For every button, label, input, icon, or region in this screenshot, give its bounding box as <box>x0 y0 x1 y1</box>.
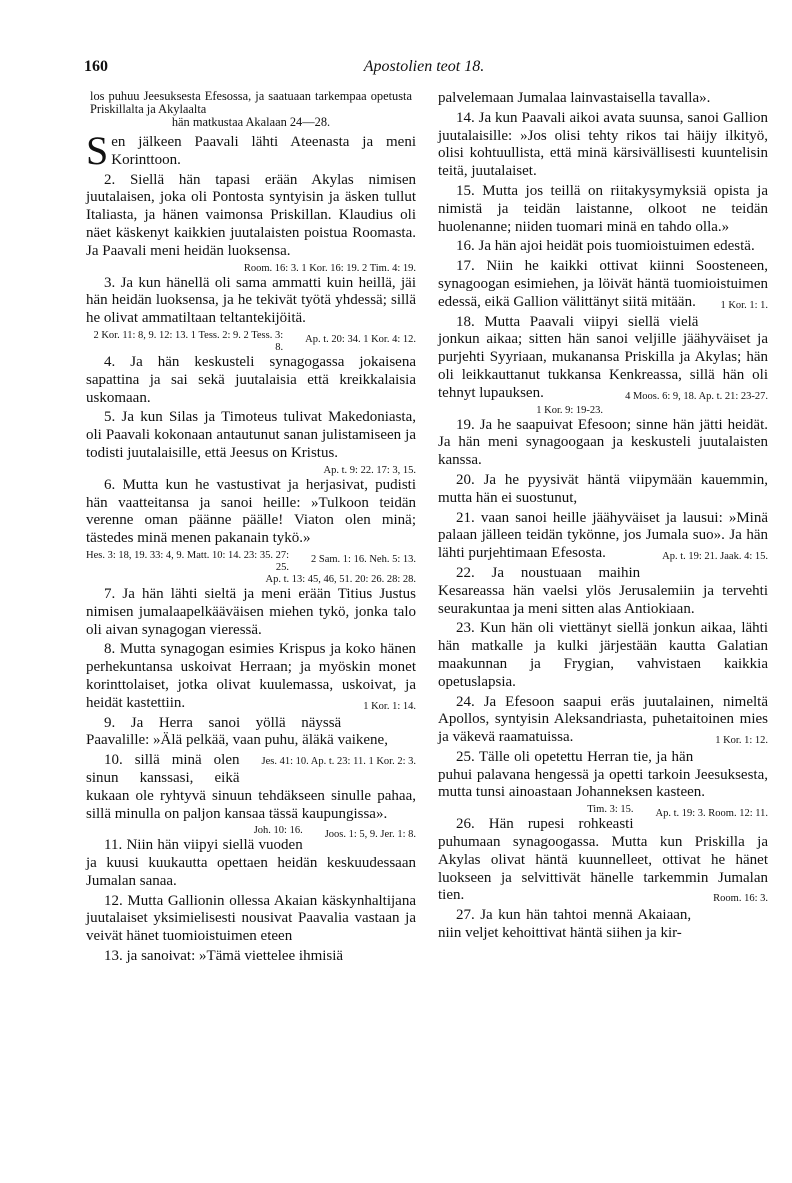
verse-text: 19. Ja he saapuivat Efesoon; sinne hän jätti heidät. Ja hän meni synagoogaan ja keskusteli juutalaisten kanssa. <box>438 416 768 469</box>
verse-text: 21. vaan sanoi heille jäähyväiset ja lausui: »Minä palaan jälleen teidän tykönne, jos Jumala suo». Ja hän lähti purjehtimaan Efesosta. <box>438 509 768 562</box>
cross-reference: Room. 16: 3. <box>713 893 768 905</box>
cross-reference: 1 Kor. 9: 19-23. <box>536 404 604 416</box>
verse-7 <box>86 586 416 639</box>
verse-text: en jälkeen Paavali lähti Ateenasta ja meni Korinttoon. <box>111 134 416 168</box>
cross-reference: Ap. t. 20: 34. 1 Kor. 4: 12. <box>305 333 416 345</box>
verse-text: 11. Niin hän viipyi siellä vuoden ja kuusi kuukautta opettaen heidän keskuudessaan Jumalan sanaa. <box>86 837 416 889</box>
summary-line: los puhuu Jeesuksesta Efesossa, ja saatuaan <box>90 89 311 103</box>
verse-text: 6. Mutta kun he vastustivat ja herjasivat, pudisti hän vaatteitansa ja sanoi heille: »Tulkoon teidän verenne oman päänne päälle! Viaton olen minä; tästedes minä menen pakanain tykö.» <box>86 476 416 547</box>
drop-cap: S <box>86 128 109 173</box>
verse-21 <box>438 510 768 563</box>
verse-text: 22. Ja noustuaan maihin Kesareassa hän vaelsi ylös Jerusalemiin ja tervehti seurakuntaa ja meni sitten alas Antiokiaan. <box>438 564 768 617</box>
verse-text: 17. Niin he kaikki ottivat kiinni Soosteneen, synagoogan esimiehen, ja löivät häntä tuomioistuimen edessä, eikä Gallion välittänyt siitä mitään. <box>438 258 768 310</box>
verse-11 <box>86 837 416 890</box>
cross-reference: 4 Moos. 6: 9, 18. Ap. t. 21: 23-27. <box>625 390 768 402</box>
verse-text: 5. Ja kun Silas ja Timoteus tulivat Makedoniasta, oli Paavali kokonaan antautunut sanan julistamiseen ja todisti juutalaisille, että Jeesus on Kristus. <box>86 409 416 461</box>
verse-15 <box>438 183 768 236</box>
verse-text: 26. Hän rupesi rohkeasti puhumaan synagoogassa. Mutta kun Priskilla ja Akylas olivat häntä kuunnelleet, ottivat he hänet luokseen ja selvittivät hänelle tarkemmin Jumalan tien. <box>438 816 768 904</box>
running-title: Apostolien teot 18. <box>363 58 485 75</box>
verse-text: 8. Mutta synagogan esimies Krispus ja koko hänen perhekuntansa uskoivat Herraan; ja myöskin monet korinttolaiset, jotka olivat kuulemassa, uskoivat, ja heidät kastettiin. <box>86 641 416 711</box>
verse-text: 7. Ja hän lähti sieltä ja meni erään Titius Justus nimisen jumalaapelkääväisen miehen tykö, jonka talo oli aivan synagogan vieressä. <box>86 585 416 638</box>
verse-text: 13. ja sanoivat: »Tämä viettelee ihmisiä <box>104 948 344 965</box>
verse-text: 16. Ja hän ajoi heidät pois tuomioistuimen edestä. <box>456 238 755 255</box>
verse-text: 15. Mutta jos teillä on riitakysymyksiä opista ja nimistä ja teidän laistanne, olkoot ne teidän huolenanne; niiden tuomari minä en tahdo olla.» <box>438 182 768 235</box>
verse-8 <box>86 641 416 712</box>
verse-2 <box>86 172 416 261</box>
verse-20 <box>438 472 768 508</box>
cross-reference: Ap. t. 9: 22. 17: 3, 15. <box>323 464 416 476</box>
verse-27 <box>438 907 768 943</box>
cross-reference: Ap. t. 19: 21. Jaak. 4: 15. <box>662 551 768 563</box>
verse-text: 10. sillä minä olen sinun kanssasi, eikä kukaan ole ryhtyvä sinuun tehdäkseen sinulle pahaa, sillä minulla on paljon kansaa tässä kaupungissa». <box>86 752 416 822</box>
verse-text: 9. Ja Herra sanoi yöllä näyssä Paavalille: »Älä pelkää, vaan puhu, äläkä vaikene, <box>86 714 388 749</box>
page-number: 160 <box>84 58 108 75</box>
verse-14 <box>438 110 768 181</box>
verse-text: 18. Mutta Paavali viipyi siellä vielä jonkun aikaa; sitten hän sanoi veljille jäähyväiset ja purjehti Syyriaan, mukanansa Priskilla ja Akylas; hän oli leikkauttanut tukkansa Kenkreassa, sillä hän oli tehnyt lupauksen. <box>438 313 768 401</box>
verse-17 <box>438 258 768 311</box>
verse-16 <box>438 238 768 256</box>
verse-text: 27. Ja kun hän tahtoi mennä Akaiaan, niin veljet kehoittivat häntä siihen ja kir- <box>438 907 692 942</box>
verse-text: 12. Mutta Gallionin ollessa Akaian käskynhaltijana juutalaiset yksimielisesti nousivat Paavalia vastaan ja veivät hänet tuomioistuimen eteen <box>86 892 416 945</box>
cross-reference: Ap. t. 13: 45, 46, 51. 20: 26. 28: 28. <box>265 573 416 585</box>
verse-text: 4. Ja hän keskusteli synagogassa jokaisena sapattina ja sai sekä juutalaisia että kreikkalaisia uskomaan. <box>86 353 416 406</box>
verse-18 <box>438 314 768 403</box>
cross-reference: 1 Kor. 1: 12. <box>715 735 768 747</box>
verse-text: 20. Ja he pyysivät häntä viipymään kauemmin, mutta hän ei suostunut, <box>438 471 768 506</box>
verse-22 <box>438 565 768 618</box>
verse-text: 24. Ja Efesoon saapui eräs juutalainen, nimeltä Apollos, syntyisin Aleksandriasta, puhetaitoinen mies ja väkevä raamatuissa. <box>438 693 768 746</box>
verse-23 <box>438 620 768 691</box>
cross-reference: Tim. 3: 15. <box>587 804 634 816</box>
summary-line: tarkempaa opetusta Priskillalta ja Akylaalta <box>90 89 412 116</box>
cross-reference: 1 Kor. 1: 14. <box>363 700 416 712</box>
right-column <box>438 90 768 945</box>
cross-reference: 1 Kor. 1: 1. <box>720 299 768 311</box>
cross-reference: Ap. t. 19: 3. Room. 12: 11. <box>655 808 768 820</box>
verse-13 <box>86 948 416 966</box>
verse-9 <box>86 714 416 768</box>
verse-text: 23. Kun hän oli viettänyt siellä jonkun aikaa, lähti hän matkalle ja kulki järjestään kautta Galatian maakunnan ja Frygian, vahvistaen kaikkia opetuslapsia. <box>438 620 768 690</box>
verse-26 <box>438 816 768 905</box>
verse-text: palvelemaan Jumalaa lainvastaisella tavalla». <box>438 90 711 106</box>
verse-text: 2. Siellä hän tapasi erään Akylas nimisen juutalaisen, joka oli Pontosta syntyisin ja äsken tullut Italiasta, ja hänen vaimonsa Priskillan. Klaudius oli näet käskenyt kaikkien juutalaisten poistua Roomasta. Ja Paavali meni heidän luoksensa. <box>86 171 416 259</box>
verse-19 <box>438 417 768 470</box>
summary-line: hän matkustaa Akalaan 24—28. <box>171 115 331 129</box>
chapter-summary <box>90 90 412 129</box>
verse-text: 3. Ja kun hänellä oli sama ammatti kuin heillä, jäi hän heidän luoksensa, ja he tekivät työtä yhdessä; sillä he olivat ammatiltaan teltantekijöitä. <box>86 274 416 327</box>
verse-1 <box>86 128 416 173</box>
verse-5 <box>86 409 416 462</box>
verse-24 <box>438 694 768 747</box>
cross-reference: 2 Sam. 1: 16. Neh. 5: 13. <box>311 553 416 565</box>
page-header <box>84 58 764 82</box>
verse-4 <box>86 354 416 407</box>
verse-12 <box>86 893 416 946</box>
left-column <box>86 90 416 968</box>
cross-reference: Joos. 1: 5, 9. Jer. 1: 8. <box>324 829 416 841</box>
verse-text: 25. Tälle oli opetettu Herran tie, ja hän puhui palavana hengessä ja opetti tarkoin Jeesuksesta, mutta tunsi ainoastaan Johanneksen kasteen. <box>438 748 768 801</box>
cross-reference: Hes. 3: 18, 19. 33: 4, 9. Matt. 10: 14. 23: 35. 27: 25. <box>86 549 289 573</box>
cross-reference: Room. 16: 3. 1 Kor. 16: 19. 2 Tim. 4: 19. <box>243 262 416 274</box>
cross-reference: Jes. 41: 10. Ap. t. 23: 11. 1 Kor. 2: 3. <box>261 756 416 768</box>
cross-reference: 2 Kor. 11: 8, 9. 12: 13. 1 Tess. 2: 9. 2 Tess. 3: 8. <box>93 329 284 353</box>
verse-text: 14. Ja kun Paavali aikoi avata suunsa, sanoi Gallion juutalaisille: »Jos olisi tehty rikos tai häijy ilkityö, olisi kohtuullista, että minä kärsivällisesti kuuntelisin teitä, juutalaiset. <box>438 109 768 180</box>
verse-13-continued <box>438 90 768 108</box>
cross-reference: Joh. 10: 16. <box>253 825 303 837</box>
